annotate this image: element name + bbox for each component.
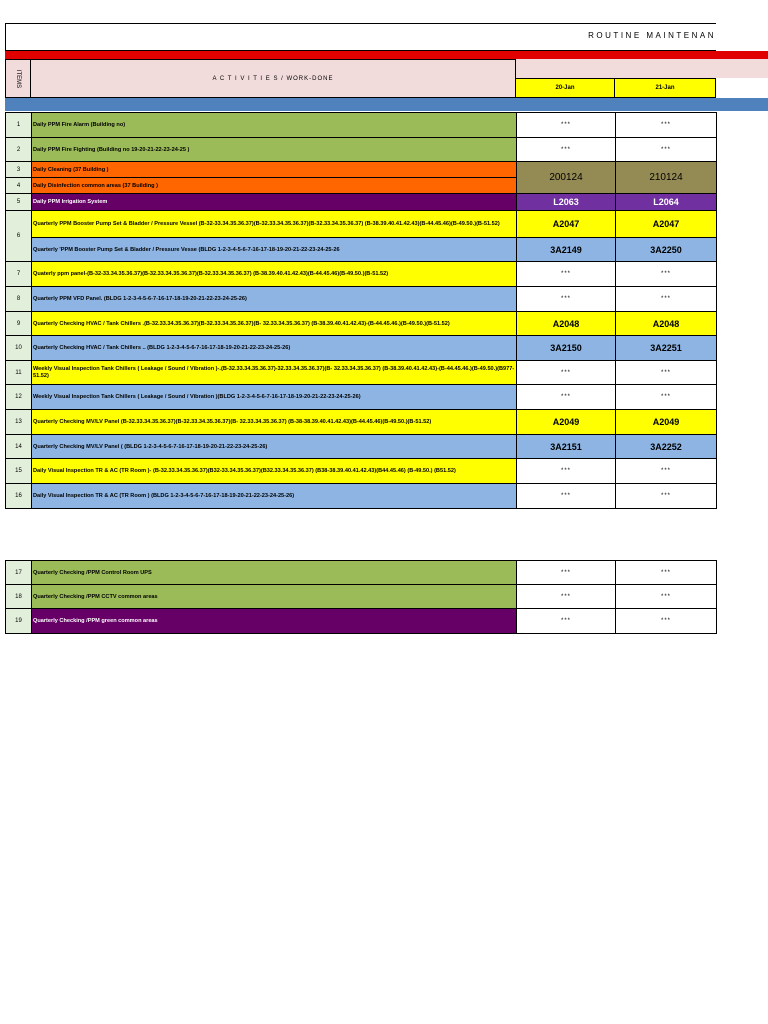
activity-cell: Quarterly Checking HVAC / Tank Chillers .(B-32.33.34.35.36.37)(B-32.33.34.35.36.37)(B- 32.33.34.35.36.37) (B-38.39.40.41.42.43)-(B-44.45.46.)(B-49.50.)(B-51.52)	[31, 311, 517, 336]
value-cell-2: 3A2252	[615, 434, 717, 459]
activity-cell: Quarterly PPM Booster Pump Set & Bladder / Pressure Vessel (B-32-33.34.35.36.37)(B-32.33.34.35.36.37)(B-32.33.34.35.36.37) (B-38.39.40.41.42.43)(B-44.45.46)(B-49.50.)(B-51.52)	[31, 210, 517, 238]
activity-cell: Daily PPM Irrigation System	[31, 193, 517, 211]
item-number: 6	[5, 210, 32, 262]
value-cell-2: ***	[615, 261, 717, 287]
item-number: 10	[5, 335, 32, 361]
item-number: 3	[5, 161, 32, 178]
value-cell-1: ***	[516, 384, 616, 410]
activity-cell: Daily PPM Fire Alarm (Building no)	[31, 112, 517, 138]
blue-separator	[5, 98, 768, 111]
value-cell-1: 3A2150	[516, 335, 616, 361]
value-cell-1: ***	[516, 286, 616, 312]
value-cell-2: A2048	[615, 311, 717, 336]
header-band	[516, 59, 768, 78]
activity-cell: Weekly Visual Inspection Tank Chillers ( Leakage / Sound / Vibration )-.(B-32.33.34.35.36.37)-32.33.34.35.36.37)(B- 32.33.34.35.36.37) (B-38.39.40.41.42.43)-(B-44.45.46.)(B-49.50.)(B977-51.52)	[31, 360, 517, 385]
item-number: 8	[5, 286, 32, 312]
value-cell-1: ***	[516, 137, 616, 162]
item-number: 19	[5, 608, 32, 634]
value-cell-2: ***	[615, 112, 717, 138]
activity-cell: Quarterly PPM VFD Panel. (BLDG 1-2-3-4-5-6-7-16-17-18-19-20-21-22-23-24-25-26)	[31, 286, 517, 312]
value-cell-1: ***	[516, 458, 616, 484]
value-cell-1: A2047	[516, 210, 616, 238]
activities-header: A C T I V I T I E S / WORK-DONE	[31, 59, 516, 98]
item-number: 15	[5, 458, 32, 484]
value-cell-1: ***	[516, 112, 616, 138]
date-header-2: 21-Jan	[614, 78, 716, 98]
activity-cell: Quarterly Checking /PPM green common areas	[31, 608, 517, 634]
item-number: 11	[5, 360, 32, 385]
value-cell-1: ***	[516, 261, 616, 287]
value-cell-2: ***	[615, 286, 717, 312]
value-cell-1: ***	[516, 360, 616, 385]
item-number: 16	[5, 483, 32, 509]
value-cell-1: ***	[516, 584, 616, 609]
activity-cell: Daily PPM Fire Fighting (Building no 19-20-21-22-23-24-25 )	[31, 137, 517, 162]
value-cell-2: ***	[615, 137, 717, 162]
value-cell-1: ***	[516, 608, 616, 634]
activity-cell: Quarterly Checking HVAC / Tank Chillers .. (BLDG 1-2-3-4-5-6-7-16-17-18-19-20-21-22-23-24-25-26)	[31, 335, 517, 361]
value-cell-1: A2049	[516, 409, 616, 435]
item-number: 14	[5, 434, 32, 459]
activity-cell: Daily Visual Inspection TR & AC (TR Room )- (B-32.33.34.35.36.37)(B32-33.34.35.36.37)(B32.33.34.35.36.37) (B38-38.39.40.41.42.43)(B44.45.46) (B-49.50.) (B51.52)	[31, 458, 517, 484]
value-cell-1: 200124	[516, 161, 616, 194]
value-cell-2: ***	[615, 384, 717, 410]
activity-cell: Quarterly 'PPM Booster Pump Set & Bladder / Pressure Vesse (BLDG 1-2-3-4-5-6-7-16-17-18-19-20-21-22-23-24-25-26	[31, 237, 517, 262]
value-cell-2: L2064	[615, 193, 717, 211]
item-number: 12	[5, 384, 32, 410]
value-cell-1: ***	[516, 483, 616, 509]
activity-cell: Daily Visual Inspection TR & AC (TR Room ) (BLDG 1-2-3-4-5-6-7-16-17-18-19-20-21-22-23-24-25-26)	[31, 483, 517, 509]
item-number: 9	[5, 311, 32, 336]
date-header-1: 20-Jan	[515, 78, 615, 98]
value-cell-2: ***	[615, 483, 717, 509]
item-number: 2	[5, 137, 32, 162]
activity-cell: Quarterly Checking /PPM Control Room UPS	[31, 560, 517, 585]
page-title: ROUTINE MAINTENAN	[588, 31, 716, 40]
value-cell-2: ***	[615, 584, 717, 609]
item-number: 7	[5, 261, 32, 287]
activity-cell: Quarterly Checking MV/LV Panel ( (BLDG 1-2-3-4-5-6-7-16-17-18-19-20-21-22-23-24-25-26)	[31, 434, 517, 459]
activity-cell: Quarterly Checking MV/LV Panel (B-32.33.34.35.36.37)(B-32.33.34.35.36.37)(B- 32.33.34.35.36.37) (B-38-38.39.40.41.42.43)(B-44.45.46)(B-49.50.)(B-51.52)	[31, 409, 517, 435]
items-header	[5, 59, 31, 98]
value-cell-1: A2048	[516, 311, 616, 336]
activity-cell: Weekly Visual Inspection Tank Chillers ( Leakage / Sound / Vibration )(BLDG 1-2-3-4-5-6-7-16-17-18-19-20-21-22-23-24-25-26)	[31, 384, 517, 410]
value-cell-2: A2049	[615, 409, 717, 435]
value-cell-2: 3A2251	[615, 335, 717, 361]
activity-cell: Daily Disinfection common areas (37 Building )	[31, 177, 517, 194]
item-number: 17	[5, 560, 32, 585]
value-cell-1: ***	[516, 560, 616, 585]
item-number: 13	[5, 409, 32, 435]
value-cell-2: ***	[615, 608, 717, 634]
value-cell-2: ***	[615, 360, 717, 385]
value-cell-2: A2047	[615, 210, 717, 238]
item-number: 4	[5, 177, 32, 194]
item-number: 5	[5, 193, 32, 211]
value-cell-1: L2063	[516, 193, 616, 211]
red-separator	[5, 51, 768, 59]
item-number: 18	[5, 584, 32, 609]
value-cell-1: 3A2151	[516, 434, 616, 459]
activity-cell: Quarterly Checking /PPM CCTV common areas	[31, 584, 517, 609]
value-cell-2: ***	[615, 458, 717, 484]
value-cell-2: 210124	[615, 161, 717, 194]
item-number: 1	[5, 112, 32, 138]
value-cell-2: 3A2250	[615, 237, 717, 262]
title-box	[5, 23, 716, 51]
value-cell-2: ***	[615, 560, 717, 585]
activity-cell: Quaterly ppm panel-(B-32-33.34.35.36.37)(B-32.33.34.35.36.37)(B-32.33.34.35.36.37) (B-38.39.40.41.42.43)(B-44.45.46)(B-49.50.)(B-51.52)	[31, 261, 517, 287]
items-header-label: ITEMS	[15, 69, 21, 88]
value-cell-1: 3A2149	[516, 237, 616, 262]
activity-cell: Daily Cleaning (37 Building )	[31, 161, 517, 178]
